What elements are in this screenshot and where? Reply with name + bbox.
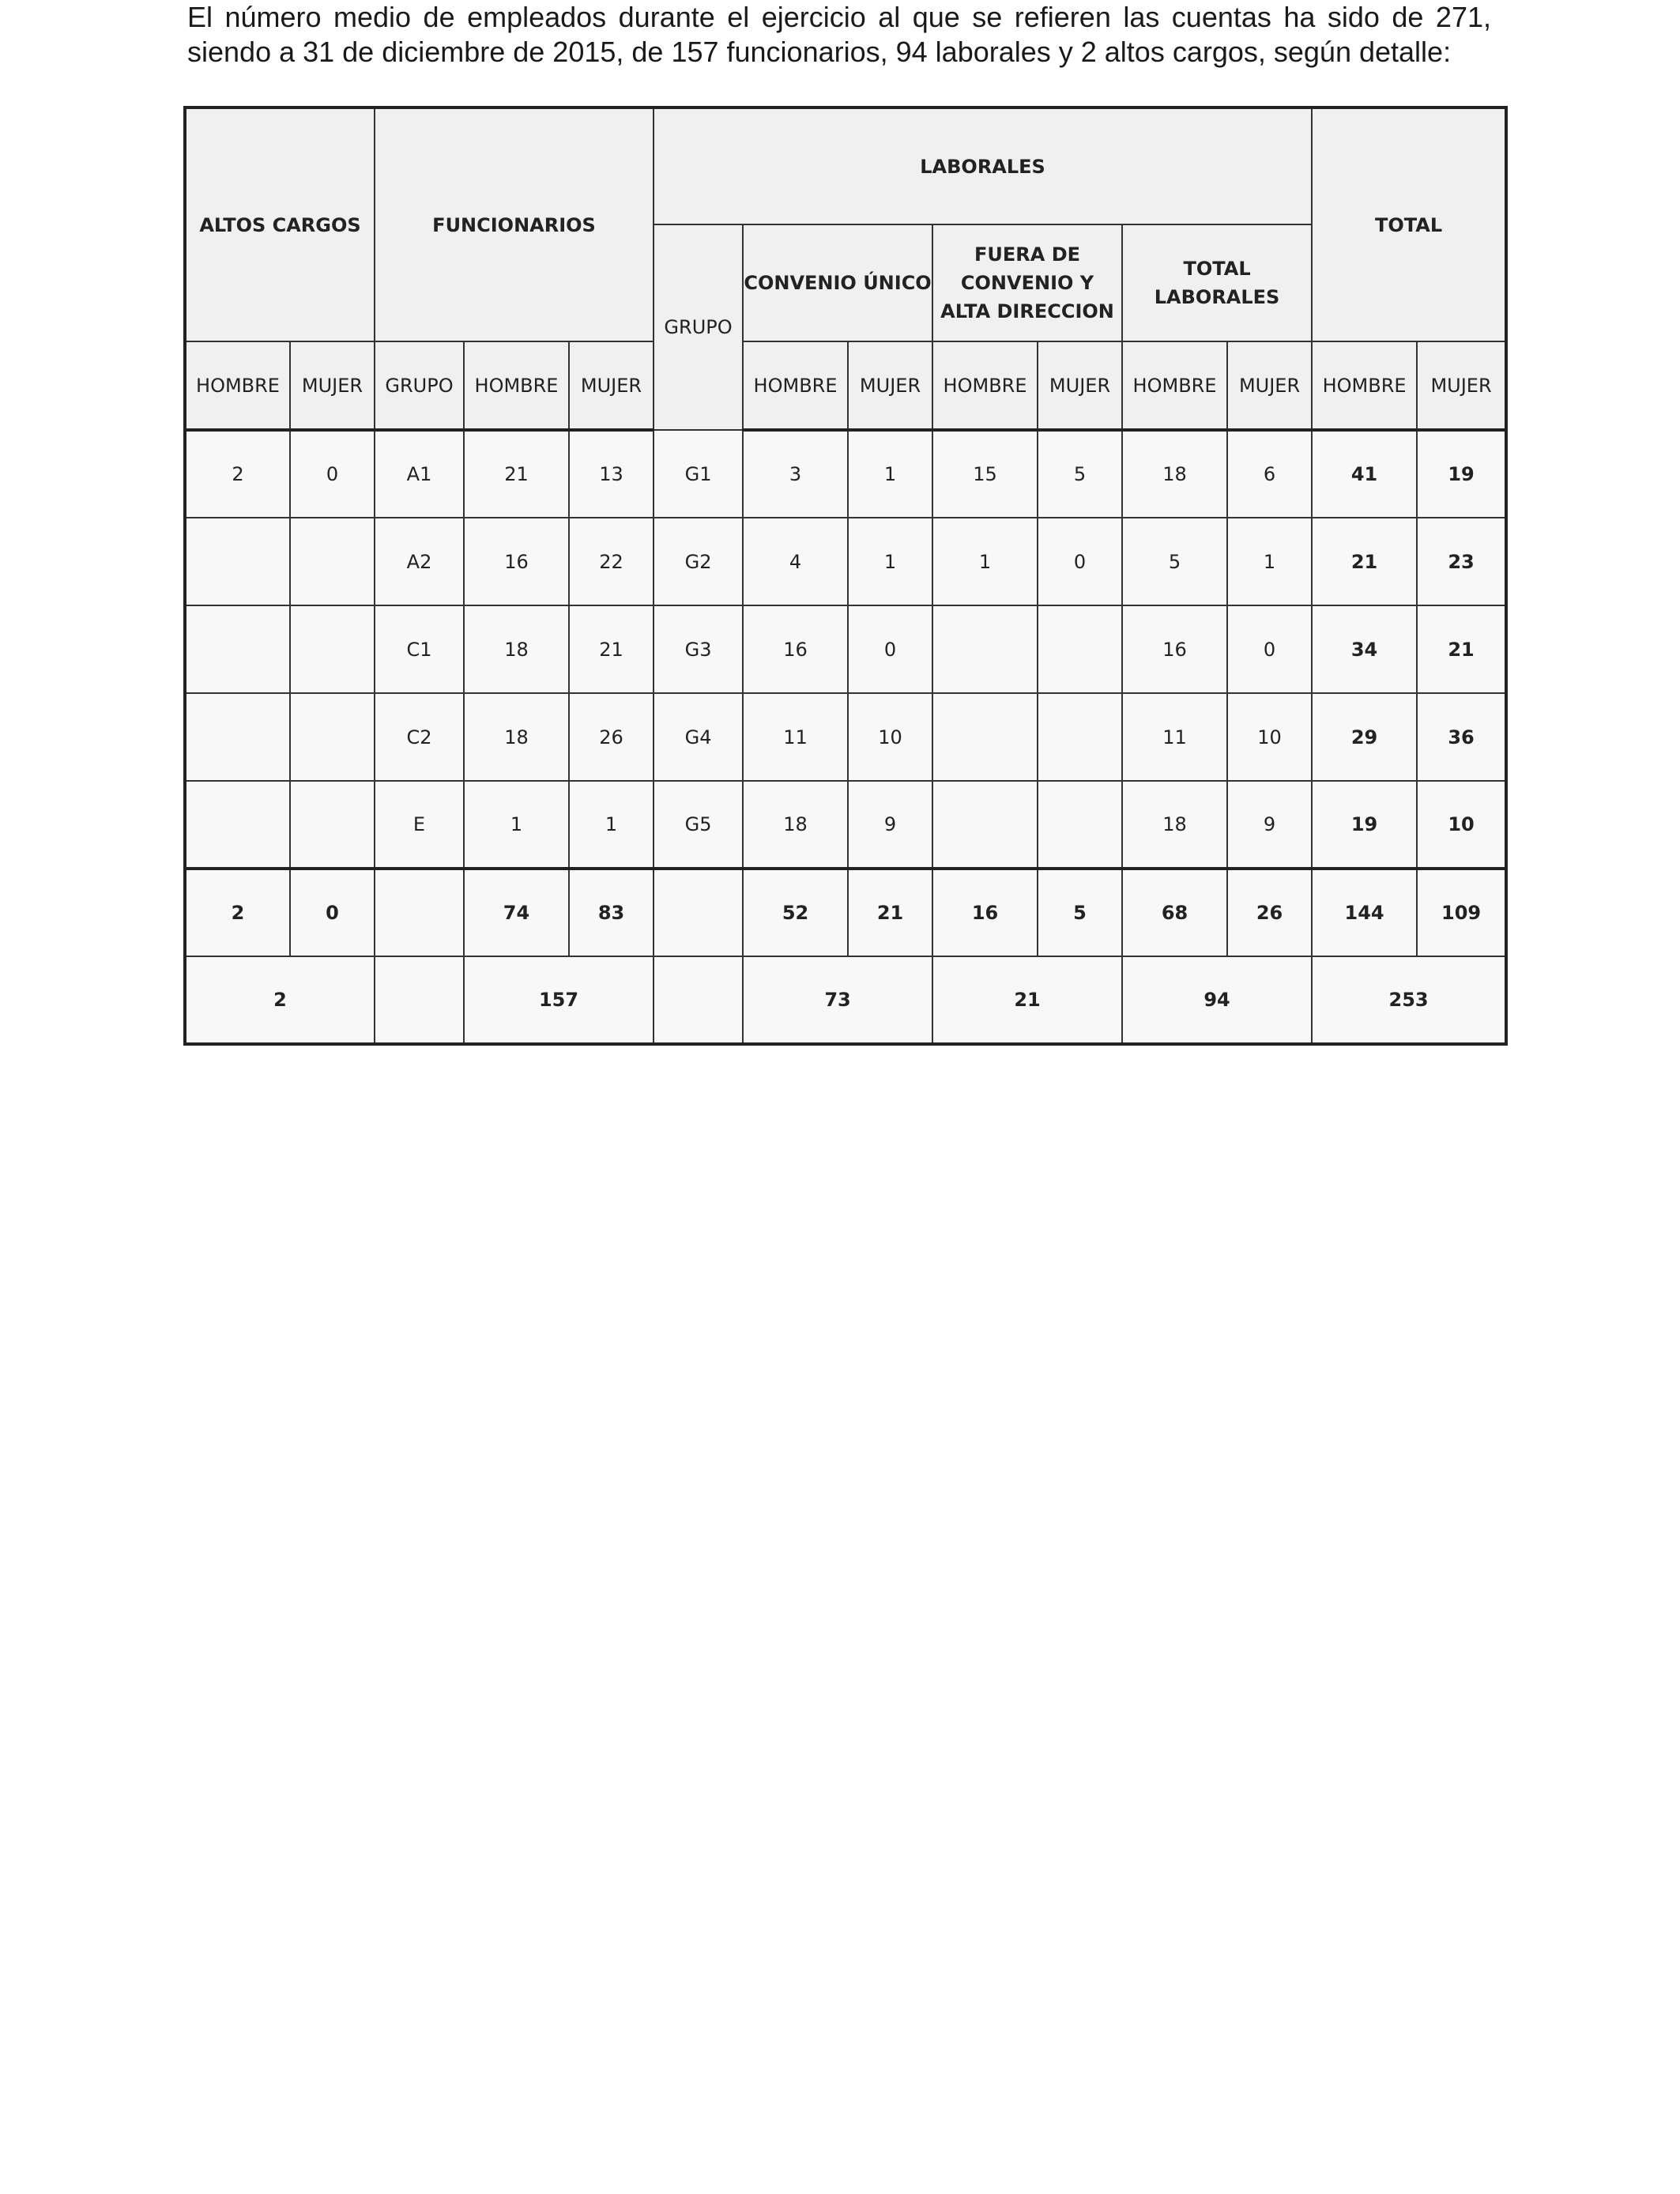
table-row bbox=[185, 518, 1506, 605]
cell-fc-mujer bbox=[1038, 605, 1122, 693]
cell-f-hombre: 16 bbox=[464, 518, 569, 605]
subheader-mujer: MUJER bbox=[290, 341, 375, 430]
grand-totals-row bbox=[185, 956, 1506, 1044]
cell-cu-mujer: 1 bbox=[848, 518, 932, 605]
cell-f-grupo: A1 bbox=[375, 430, 464, 518]
total-fc-mujer: 5 bbox=[1038, 869, 1122, 956]
cell-f-mujer: 22 bbox=[569, 518, 654, 605]
table-row bbox=[185, 781, 1506, 869]
total-f-grupo-empty bbox=[375, 869, 464, 956]
table-row bbox=[185, 693, 1506, 781]
cell-total-mujer: 23 bbox=[1417, 518, 1506, 605]
cell-total-hombre: 34 bbox=[1312, 605, 1417, 693]
table-row bbox=[185, 430, 1506, 518]
cell-tl-mujer: 0 bbox=[1227, 605, 1312, 693]
grand-total: 253 bbox=[1312, 956, 1506, 1044]
header-total-laborales: TOTAL LABORALES bbox=[1122, 224, 1312, 341]
cell-tl-mujer: 10 bbox=[1227, 693, 1312, 781]
totals-row bbox=[185, 869, 1506, 956]
subheader-hombre: HOMBRE bbox=[1312, 341, 1417, 430]
cell-ac-mujer bbox=[290, 605, 375, 693]
cell-tl-mujer: 1 bbox=[1227, 518, 1312, 605]
intro-line-1: El número medio de empleados durante el ejercicio al que se refieren las cuentas ha sido de 271, bbox=[187, 1, 1491, 33]
cell-ac-mujer bbox=[290, 518, 375, 605]
grand-total-laborales: 94 bbox=[1122, 956, 1312, 1044]
cell-total-mujer: 19 bbox=[1417, 430, 1506, 518]
cell-tl-hombre: 18 bbox=[1122, 781, 1227, 869]
cell-total-hombre: 21 bbox=[1312, 518, 1417, 605]
cell-cu-hombre: 3 bbox=[743, 430, 848, 518]
header-grupo-laborales: GRUPO bbox=[654, 224, 743, 430]
cell-total-hombre: 41 bbox=[1312, 430, 1417, 518]
total-l-grupo-empty bbox=[654, 869, 743, 956]
grand-total-empty bbox=[375, 956, 464, 1044]
header-funcionarios: FUNCIONARIOS bbox=[375, 107, 654, 341]
cell-l-grupo: G2 bbox=[654, 518, 743, 605]
grand-total-empty bbox=[654, 956, 743, 1044]
subheader-hombre: HOMBRE bbox=[743, 341, 848, 430]
header-total: TOTAL bbox=[1312, 107, 1506, 341]
total-tl-hombre: 68 bbox=[1122, 869, 1227, 956]
subheader-mujer: MUJER bbox=[569, 341, 654, 430]
cell-l-grupo: G5 bbox=[654, 781, 743, 869]
header-altos-cargos: ALTOS CARGOS bbox=[185, 107, 375, 341]
total-ac-hombre: 2 bbox=[185, 869, 290, 956]
total-tl-mujer: 26 bbox=[1227, 869, 1312, 956]
cell-f-grupo: C2 bbox=[375, 693, 464, 781]
subheader-hombre: HOMBRE bbox=[1122, 341, 1227, 430]
cell-tl-mujer: 9 bbox=[1227, 781, 1312, 869]
cell-ac-hombre bbox=[185, 605, 290, 693]
cell-ac-hombre bbox=[185, 693, 290, 781]
cell-fc-hombre bbox=[932, 693, 1038, 781]
cell-cu-mujer: 0 bbox=[848, 605, 932, 693]
cell-f-hombre: 18 bbox=[464, 605, 569, 693]
cell-fc-hombre bbox=[932, 605, 1038, 693]
cell-cu-hombre: 16 bbox=[743, 605, 848, 693]
cell-tl-hombre: 16 bbox=[1122, 605, 1227, 693]
cell-ac-mujer: 0 bbox=[290, 430, 375, 518]
cell-fc-mujer bbox=[1038, 781, 1122, 869]
cell-f-grupo: A2 bbox=[375, 518, 464, 605]
cell-f-mujer: 1 bbox=[569, 781, 654, 869]
cell-f-hombre: 1 bbox=[464, 781, 569, 869]
cell-fc-mujer bbox=[1038, 693, 1122, 781]
grand-total-convenio-unico: 73 bbox=[743, 956, 932, 1044]
table-row bbox=[185, 605, 1506, 693]
header-laborales: LABORALES bbox=[654, 107, 1312, 224]
cell-l-grupo: G1 bbox=[654, 430, 743, 518]
total-mujer: 109 bbox=[1417, 869, 1506, 956]
subheader-hombre: HOMBRE bbox=[932, 341, 1038, 430]
subheader-mujer: MUJER bbox=[1417, 341, 1506, 430]
cell-f-mujer: 21 bbox=[569, 605, 654, 693]
cell-tl-hombre: 18 bbox=[1122, 430, 1227, 518]
cell-tl-hombre: 5 bbox=[1122, 518, 1227, 605]
grand-total-altos-cargos: 2 bbox=[185, 956, 375, 1044]
cell-total-hombre: 29 bbox=[1312, 693, 1417, 781]
cell-fc-mujer: 5 bbox=[1038, 430, 1122, 518]
cell-f-grupo: E bbox=[375, 781, 464, 869]
cell-total-mujer: 21 bbox=[1417, 605, 1506, 693]
cell-total-mujer: 36 bbox=[1417, 693, 1506, 781]
cell-cu-hombre: 4 bbox=[743, 518, 848, 605]
cell-ac-mujer bbox=[290, 781, 375, 869]
total-hombre: 144 bbox=[1312, 869, 1417, 956]
cell-fc-hombre: 15 bbox=[932, 430, 1038, 518]
total-cu-mujer: 21 bbox=[848, 869, 932, 956]
subheader-grupo: GRUPO bbox=[375, 341, 464, 430]
cell-f-hombre: 18 bbox=[464, 693, 569, 781]
cell-total-hombre: 19 bbox=[1312, 781, 1417, 869]
grand-total-funcionarios: 157 bbox=[464, 956, 654, 1044]
intro-line-2: siendo a 31 de diciembre de 2015, de 157 funcionarios, 94 laborales y 2 altos cargos, según detalle: bbox=[187, 36, 1452, 68]
cell-ac-hombre bbox=[185, 781, 290, 869]
total-f-hombre: 74 bbox=[464, 869, 569, 956]
cell-ac-mujer bbox=[290, 693, 375, 781]
cell-f-mujer: 13 bbox=[569, 430, 654, 518]
cell-total-mujer: 10 bbox=[1417, 781, 1506, 869]
subheader-mujer: MUJER bbox=[1038, 341, 1122, 430]
cell-fc-hombre bbox=[932, 781, 1038, 869]
total-fc-hombre: 16 bbox=[932, 869, 1038, 956]
cell-l-grupo: G3 bbox=[654, 605, 743, 693]
cell-cu-hombre: 11 bbox=[743, 693, 848, 781]
total-ac-mujer: 0 bbox=[290, 869, 375, 956]
cell-cu-hombre: 18 bbox=[743, 781, 848, 869]
total-f-mujer: 83 bbox=[569, 869, 654, 956]
cell-fc-hombre: 1 bbox=[932, 518, 1038, 605]
cell-ac-hombre bbox=[185, 518, 290, 605]
employees-table bbox=[183, 106, 1508, 1046]
intro-paragraph bbox=[187, 0, 1491, 70]
subheader-mujer: MUJER bbox=[848, 341, 932, 430]
cell-fc-mujer: 0 bbox=[1038, 518, 1122, 605]
cell-l-grupo: G4 bbox=[654, 693, 743, 781]
total-cu-hombre: 52 bbox=[743, 869, 848, 956]
header-fuera-convenio: FUERA DE CONVENIO Y ALTA DIRECCION bbox=[932, 224, 1122, 341]
cell-cu-mujer: 10 bbox=[848, 693, 932, 781]
cell-cu-mujer: 1 bbox=[848, 430, 932, 518]
subheader-mujer: MUJER bbox=[1227, 341, 1312, 430]
cell-ac-hombre: 2 bbox=[185, 430, 290, 518]
cell-tl-mujer: 6 bbox=[1227, 430, 1312, 518]
cell-f-mujer: 26 bbox=[569, 693, 654, 781]
cell-f-hombre: 21 bbox=[464, 430, 569, 518]
subheader-hombre: HOMBRE bbox=[464, 341, 569, 430]
cell-f-grupo: C1 bbox=[375, 605, 464, 693]
cell-cu-mujer: 9 bbox=[848, 781, 932, 869]
header-convenio-unico: CONVENIO ÚNICO bbox=[743, 224, 932, 341]
grand-total-fuera-convenio: 21 bbox=[932, 956, 1122, 1044]
cell-tl-hombre: 11 bbox=[1122, 693, 1227, 781]
subheader-hombre: HOMBRE bbox=[185, 341, 290, 430]
